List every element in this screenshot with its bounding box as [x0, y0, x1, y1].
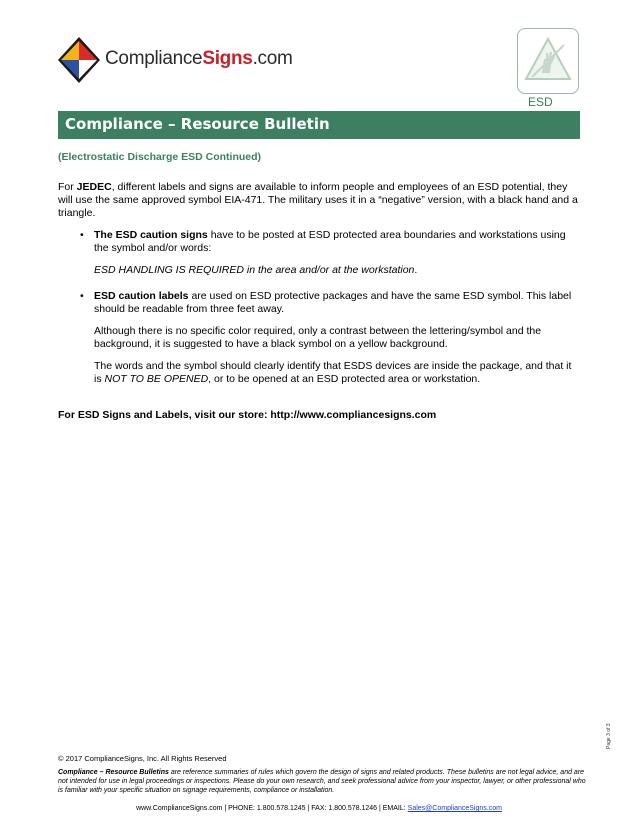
- bullet-2-para-3: [94, 360, 578, 386]
- logo-text-brand: Signs: [202, 48, 253, 69]
- intro-rest: , different labels and signs are available to inform people and employees of an ESD potential, they will use the same approved symbol EIA-471. The military uses it in a “negative” version, with a black hand and a triangle.: [58, 181, 578, 219]
- bullet-marker: •: [80, 229, 84, 241]
- disclaimer-rest: are reference summaries of rules which govern the design of signs and related products. These bulletins are not legal advice, and are not intended for use in legal proceedings or inspections. Please do your own research, and seek professional advice from your inspector, lawyer, or other professional who is familiar with your specific situation on signage requirements, compliance or installation.: [58, 769, 586, 794]
- bullet-2-p3-post: , or to be opened at an ESD protected area or workstation.: [208, 373, 481, 385]
- bullet-1-bold: The ESD caution signs: [94, 229, 208, 241]
- email-link[interactable]: Sales@ComplianceSigns.com: [407, 805, 502, 812]
- bullet-1-text: [94, 229, 578, 255]
- bullet-2-bold: ESD caution labels: [94, 290, 189, 302]
- bulletin-banner: [58, 111, 580, 139]
- bullet-marker: •: [80, 290, 84, 302]
- banner-title: Compliance – Resource Bulletin: [65, 115, 330, 133]
- contact-footer: [0, 805, 638, 812]
- esd-label: ESD: [528, 95, 553, 109]
- logo-text: [105, 48, 293, 70]
- bullet-1-quote-end: .: [414, 264, 418, 276]
- contact-text: www.ComplianceSigns.com | PHONE: 1.800.578.1245 | FAX: 1.800.578.1246 | EMAIL:: [136, 805, 408, 812]
- page-number: Page 3 of 3: [606, 723, 612, 749]
- compliancesigns-logo[interactable]: [57, 36, 293, 86]
- esd-hand-icon: [518, 29, 578, 93]
- disclaimer: [58, 768, 588, 795]
- bullet-2-rest: are used on ESD protective packages and have the same ESD symbol. This label should be readable from three feet away.: [94, 290, 572, 315]
- bullet-1-rest: have to be posted at ESD protected area boundaries and workstations using the symbol and/or words:: [94, 229, 566, 254]
- bullet-2-para-2: Although there is no specific color required, only a contrast between the lettering/symbol and the background, it is suggested to have a black symbol on a yellow background.: [94, 325, 542, 350]
- intro-pre: For: [58, 181, 77, 193]
- bullet-1-quote-italic: ESD HANDLING IS REQUIRED in the area and/or at the workstation: [94, 264, 415, 276]
- esd-symbol-box: [517, 28, 579, 94]
- disclaimer-bold: Compliance – Resource Bulletins: [58, 769, 169, 776]
- bullet-1-quote: [94, 264, 578, 277]
- store-link-line[interactable]: For ESD Signs and Labels, visit our store: http://www.compliancesigns.com: [58, 409, 437, 421]
- intro-bold: JEDEC: [76, 181, 112, 193]
- section-subtitle: (Electrostatic Discharge ESD Continued): [58, 151, 262, 163]
- logo-text-tld: .com: [252, 48, 293, 69]
- copyright: © 2017 ComplianceSigns, Inc. All Rights Reserved: [58, 754, 227, 763]
- logo-diamond-icon: [57, 36, 101, 84]
- bullet-2-p3-pre: The words and the symbol should clearly identify that ESDS devices are inside the package, and that it is: [94, 360, 572, 385]
- bullet-2-p3-italic: NOT TO BE OPENED: [104, 373, 209, 385]
- bullet-2-text: [94, 290, 578, 316]
- intro-paragraph: [58, 181, 578, 220]
- logo-text-main: Compliance: [105, 48, 203, 69]
